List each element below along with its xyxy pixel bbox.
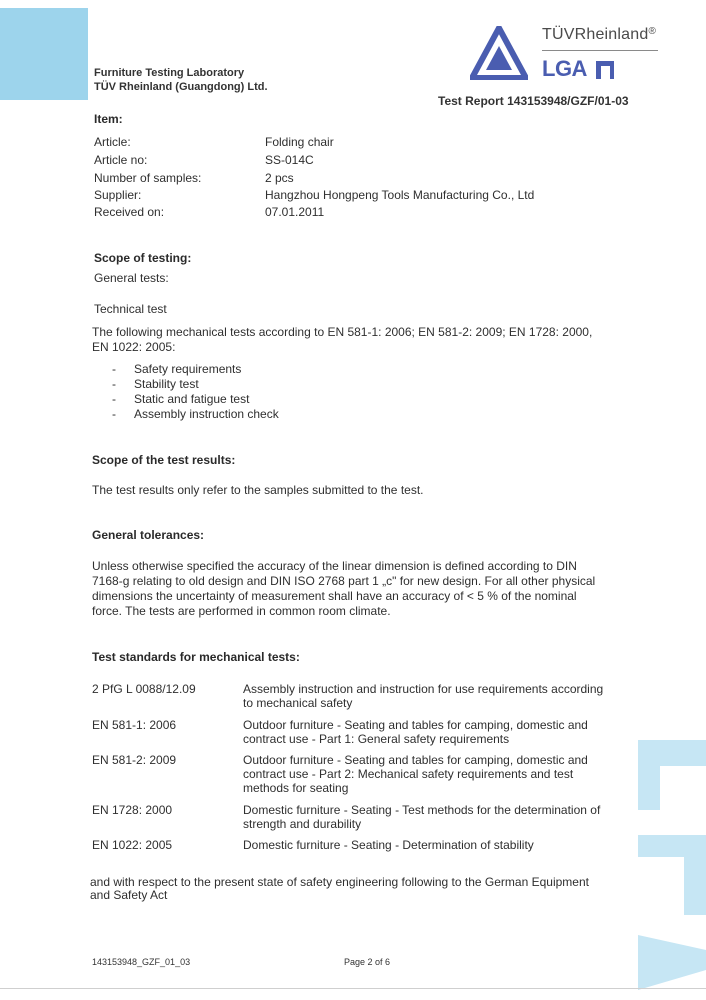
- test-list: [112, 362, 279, 422]
- lga-wordmark: LGA: [542, 56, 587, 81]
- standard-description-line: Domestic furniture - Seating - Determination of stability: [243, 838, 534, 852]
- tolerances-heading: General tolerances:: [92, 528, 205, 542]
- registered-mark: ®: [648, 26, 657, 37]
- scope-intro-line2: EN 1022: 2005:: [92, 340, 176, 354]
- list-item: - Safety requirements: [112, 362, 242, 376]
- list-item-text: Safety requirements: [134, 362, 242, 376]
- closing-line2: and Safety Act: [90, 888, 168, 902]
- tuv-rheinland-wordmark: [542, 26, 656, 44]
- tolerances-line4: force. The tests are performed in common room climate.: [92, 604, 391, 618]
- lab-name: [94, 66, 268, 94]
- tolerances-line2: 7168-g relating to old design and DIN ISO 2768 part 1 „c" for new design. For all other physical: [92, 574, 596, 588]
- item-label-received: Received on:: [94, 205, 165, 219]
- tuv-triangle-logo: [470, 26, 528, 80]
- list-item-text: Static and fatigue test: [134, 392, 250, 406]
- lab-name-line1: Furniture Testing Laboratory: [94, 67, 245, 79]
- item-heading: Item:: [94, 112, 123, 126]
- standard-code: EN 1022: 2005: [92, 838, 173, 852]
- general-tests-label: General tests:: [94, 271, 169, 285]
- standard-description: [243, 803, 643, 831]
- report-number: Test Report 143153948/GZF/01-03: [438, 94, 629, 108]
- standards-heading: Test standards for mechanical tests:: [92, 650, 300, 664]
- standard-description: [243, 753, 643, 795]
- standard-description-line: contract use - Part 2: Mechanical safety requirements and test: [243, 767, 574, 781]
- standard-description-line: contract use - Part 1: General safety requirements: [243, 732, 510, 746]
- standard-description: [243, 838, 643, 852]
- standard-description-line: Outdoor furniture - Seating and tables for camping, domestic and: [243, 753, 588, 767]
- item-value-article-no: SS-014C: [265, 153, 314, 167]
- standard-code: 2 PfG L 0088/12.09: [92, 682, 196, 696]
- logo-divider: [542, 50, 658, 51]
- standard-description-line: Assembly instruction and instruction for use requirements according: [243, 682, 604, 696]
- item-value-article: Folding chair: [265, 135, 334, 149]
- lga-mark-icon: [596, 61, 614, 79]
- standard-description-line: strength and durability: [243, 817, 362, 831]
- standard-description-line: to mechanical safety: [243, 696, 353, 710]
- tolerances-line1: Unless otherwise specified the accuracy of the linear dimension is defined according to DIN: [92, 559, 577, 573]
- item-label-article: Article:: [94, 135, 131, 149]
- bottom-rule: [0, 988, 706, 989]
- item-label-article-no: Article no:: [94, 153, 148, 167]
- tuv-wordmark-text: TÜVRheinland: [542, 26, 649, 43]
- list-item: - Stability test: [112, 377, 199, 391]
- standard-description: [243, 718, 643, 746]
- standard-code: EN 581-1: 2006: [92, 718, 177, 732]
- scope-results-text: The test results only refer to the samples submitted to the test.: [92, 483, 424, 497]
- closing-line1: and with respect to the present state of safety engineering following to the German Equipment: [90, 875, 589, 889]
- standard-description-line: Domestic furniture - Seating - Test methods for the determination of: [243, 803, 601, 817]
- scope-testing-heading: Scope of testing:: [94, 251, 192, 265]
- footer-page-number: Page 2 of 6: [344, 957, 391, 967]
- technical-test-label: Technical test: [94, 302, 167, 316]
- scope-intro-line1: The following mechanical tests according to EN 581-1: 2006; EN 581-2: 2009; EN 1728: 2000,: [92, 325, 593, 339]
- standard-description: [243, 682, 643, 710]
- footer-doc-id: 143153948_GZF_01_03: [92, 957, 191, 967]
- tolerances-line3: dimensions the uncertainty of measurement shall have an accuracy of < 5 % of the nominal: [92, 589, 577, 603]
- list-item: - Assembly instruction check: [112, 407, 279, 421]
- list-item: - Static and fatigue test: [112, 392, 250, 406]
- standard-code: EN 1728: 2000: [92, 803, 173, 817]
- scope-results-heading: Scope of the test results:: [92, 453, 236, 467]
- standard-code: EN 581-2: 2009: [92, 753, 177, 767]
- standard-description-line: methods for seating: [243, 781, 349, 795]
- item-value-samples: 2 pcs: [265, 171, 294, 185]
- list-item-text: Stability test: [134, 377, 199, 391]
- lab-name-line2: TÜV Rheinland (Guangdong) Ltd.: [94, 81, 268, 93]
- standard-description-line: Outdoor furniture - Seating and tables for camping, domestic and: [243, 718, 588, 732]
- item-label-supplier: Supplier:: [94, 188, 142, 202]
- corner-decoration: [0, 8, 88, 100]
- item-label-samples: Number of samples:: [94, 171, 202, 185]
- list-item-text: Assembly instruction check: [134, 407, 279, 421]
- item-value-supplier: Hangzhou Hongpeng Tools Manufacturing Co., Ltd: [265, 188, 535, 202]
- item-value-received: 07.01.2011: [265, 205, 325, 219]
